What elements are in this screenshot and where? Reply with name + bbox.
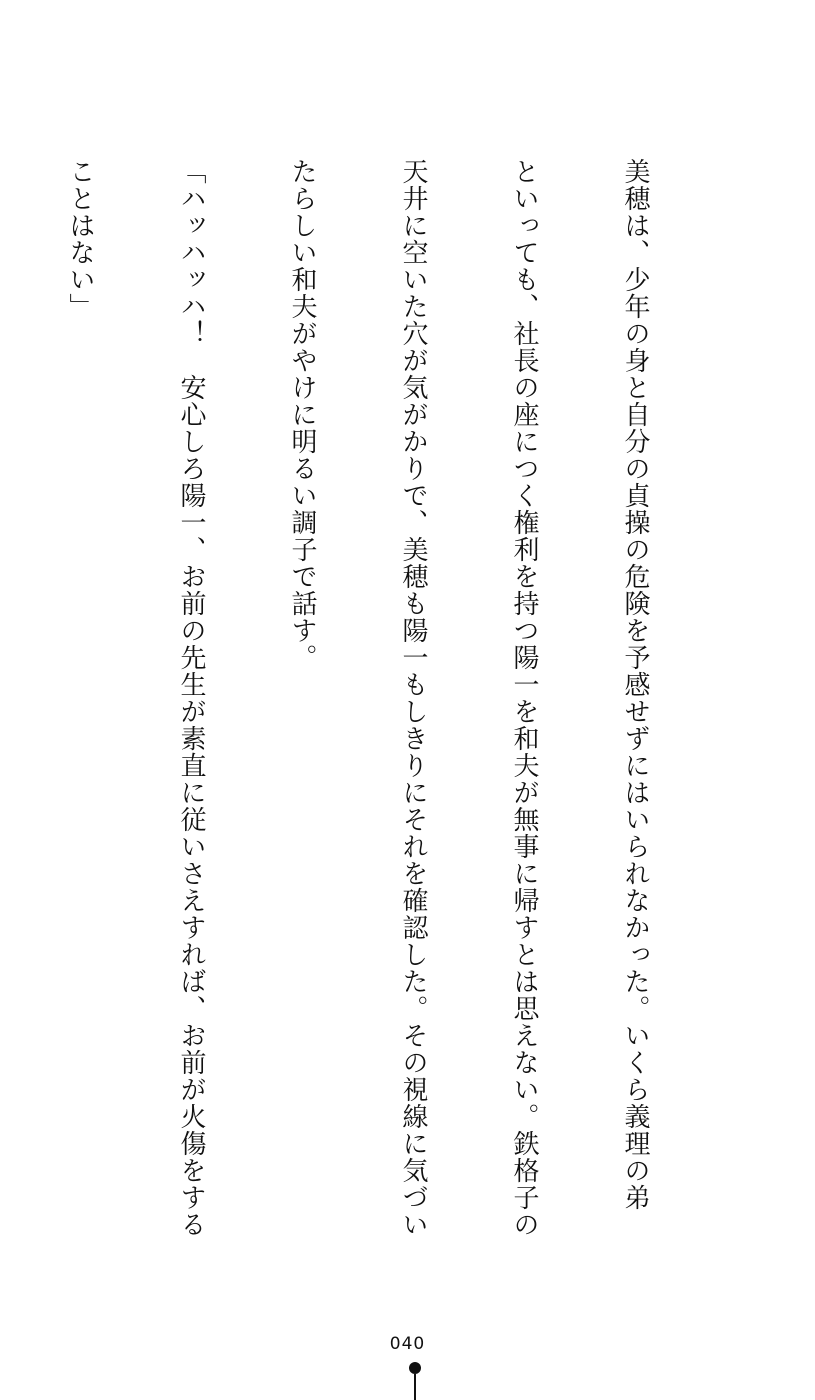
page-number: 040 [389,1334,426,1354]
vertical-body-text [0,158,727,1238]
text-line: ことはない」 [65,158,95,320]
text-line: 天井に空いた穴が気がかりで、美穂も陽一もしきりにそれを確認した。その視線に気づい [398,158,428,1238]
text-line: といっても、社長の座につく権利を持つ陽一を和夫が無事に帰すとは思えない。鉄格子の [509,158,539,1238]
page-marker-rule [414,1374,416,1400]
text-line: たらしい和夫がやけに明るい調子で話す。 [287,158,317,671]
page-marker-dot [409,1362,421,1374]
text-line: 「ハッハッハ！ 安心しろ陽一、お前の先生が素直に従いさえすれば、お前が火傷をする [176,158,206,1238]
text-line: 美穂は、少年の身と自分の貞操の危険を予感せずにはいられなかった。いくら義理の弟 [620,158,650,1211]
